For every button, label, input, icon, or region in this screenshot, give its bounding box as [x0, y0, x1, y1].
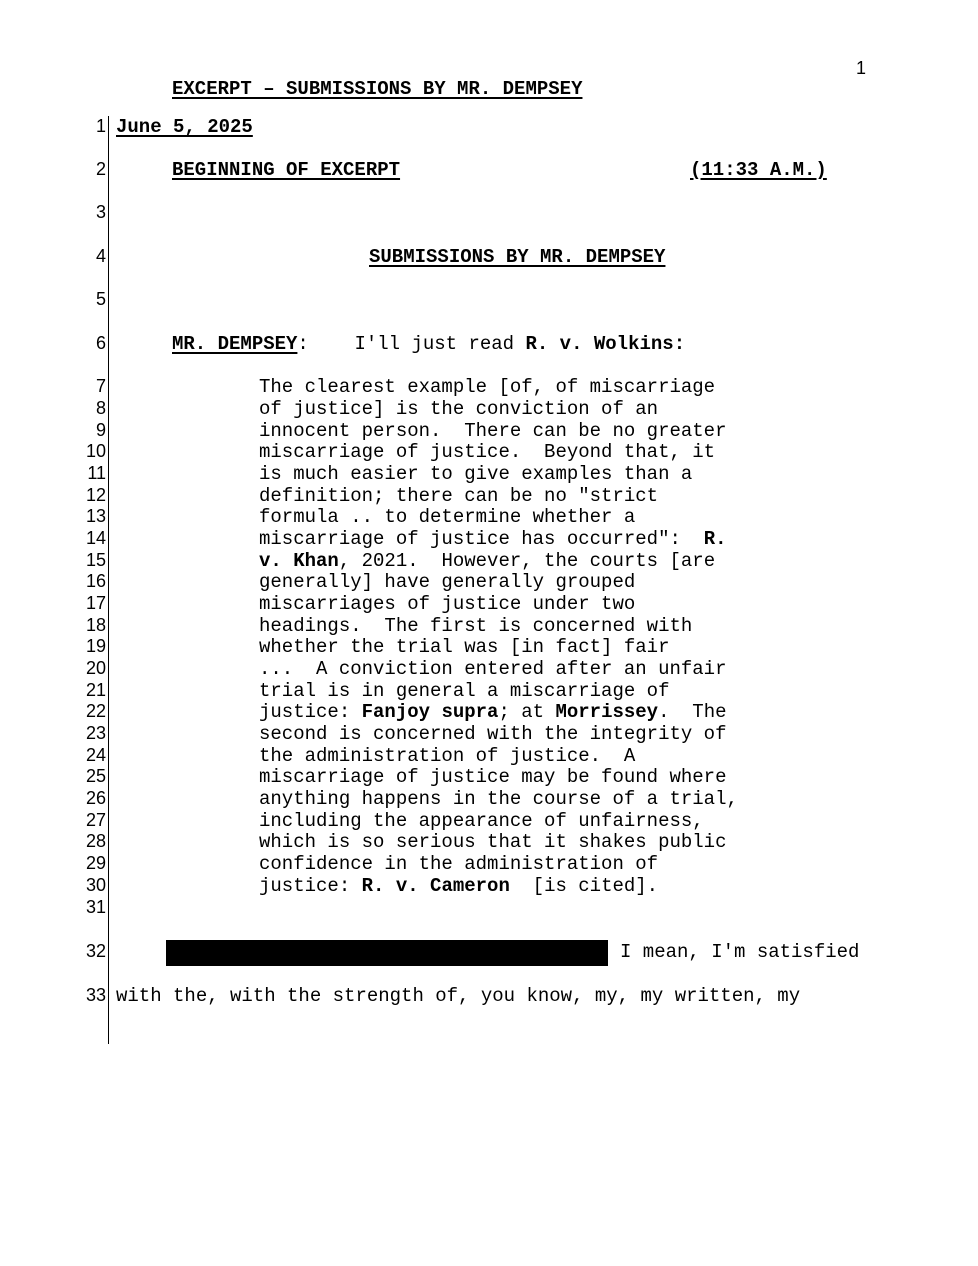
margin-rule [108, 116, 109, 1044]
quote-line: second is concerned with the integrity of [259, 723, 727, 745]
hearing-date: June 5, 2025 [116, 116, 253, 138]
case-citation: Morrissey [555, 701, 659, 723]
quote-line: ... A conviction entered after an unfair [259, 658, 727, 680]
quote-line: The clearest example [of, of miscarriage [259, 376, 716, 398]
quote-text: justice: [259, 875, 362, 897]
quote-line: innocent person. There can be no greater [259, 420, 727, 442]
case-citation: Fanjoy supra [361, 701, 499, 723]
line-number: 19 [85, 636, 106, 656]
line-number: 7 [95, 376, 106, 396]
quote-line [259, 701, 727, 723]
line-number: 20 [85, 658, 106, 678]
quote-line: including the appearance of unfairness, [259, 810, 704, 832]
line-number: 5 [95, 289, 106, 309]
line-number: 16 [85, 571, 106, 591]
line-number: 29 [85, 853, 106, 873]
line-number: 18 [85, 615, 106, 635]
speaker-colon: : [297, 333, 309, 355]
quote-line: headings. The first is concerned with [259, 615, 693, 637]
line-number: 15 [85, 550, 106, 570]
line-number: 21 [85, 680, 106, 700]
line-number: 30 [85, 875, 106, 895]
quote-line: definition; there can be no "strict [259, 485, 659, 507]
quote-text: ; at [498, 701, 556, 723]
quote-line: anything happens in the course of a trial, [259, 788, 738, 810]
quote-line: which is so serious that it shakes public [259, 831, 727, 853]
line-number: 3 [95, 202, 106, 222]
line-number: 14 [85, 528, 106, 548]
case-citation: R. [703, 528, 727, 550]
line-number: 11 [87, 463, 106, 483]
quote-text: miscarriage of justice has occurred": [259, 528, 704, 550]
line-number: 28 [85, 831, 106, 851]
section-heading: SUBMISSIONS BY MR. DEMPSEY [369, 246, 666, 268]
quote-line [259, 550, 715, 572]
redaction-bar [166, 940, 608, 966]
quote-line: generally] have generally grouped [259, 571, 636, 593]
line-number: 8 [95, 398, 106, 418]
line-number: 22 [85, 701, 106, 721]
speaker-intro: I'll just read [354, 333, 526, 355]
line-number: 9 [95, 420, 106, 440]
case-citation: R. v. Wolkins [525, 333, 674, 355]
line-number: 2 [95, 159, 106, 179]
line-number: 1 [95, 116, 106, 136]
case-citation: v. Khan [259, 550, 339, 572]
speaker-spacing [309, 333, 355, 355]
line-number: 26 [85, 788, 106, 808]
line-number: 31 [85, 897, 106, 917]
quote-line: the administration of justice. A [259, 745, 636, 767]
quote-text: [is cited]. [509, 875, 659, 897]
line-number: 33 [85, 985, 106, 1005]
quote-line: is much easier to give examples than a [259, 463, 693, 485]
line-number: 27 [85, 810, 106, 830]
testimony-line: I mean, I'm satisfied [620, 941, 860, 963]
quote-line: whether the trial was [in fact] fair [259, 636, 670, 658]
quote-text: , 2021. However, the courts [are [338, 550, 716, 572]
line-number: 25 [85, 766, 106, 786]
line-number: 4 [95, 246, 106, 266]
line-number: 10 [85, 441, 106, 461]
page-number: 1 [855, 58, 866, 78]
excerpt-start-time: (11:33 A.M.) [690, 159, 827, 181]
case-citation: R. v. Cameron [361, 875, 510, 897]
quote-line: miscarriage of justice. Beyond that, it [259, 441, 716, 463]
line-number: 17 [85, 593, 106, 613]
quote-text: justice: [259, 701, 362, 723]
testimony-line: with the, with the strength of, you know, my, my written, my [116, 985, 801, 1007]
speaker-line [172, 333, 685, 355]
document-title: EXCERPT – SUBMISSIONS BY MR. DEMPSEY [172, 78, 583, 100]
line-number: 24 [85, 745, 106, 765]
quote-line: trial is in general a miscarriage of [259, 680, 670, 702]
speaker-end: : [673, 333, 686, 355]
line-number: 32 [85, 941, 106, 961]
quote-line: formula .. to determine whether a [259, 506, 636, 528]
line-number: 13 [85, 506, 106, 526]
beginning-of-excerpt: BEGINNING OF EXCERPT [172, 159, 401, 181]
quote-line: miscarriages of justice under two [259, 593, 636, 615]
line-number: 12 [85, 485, 106, 505]
speaker-name: MR. DEMPSEY [172, 333, 298, 355]
quote-line: miscarriage of justice may be found where [259, 766, 727, 788]
quote-text: . The [658, 701, 727, 723]
quote-line: of justice] is the conviction of an [259, 398, 659, 420]
line-number: 23 [85, 723, 106, 743]
quote-line [259, 528, 727, 550]
line-number: 6 [95, 333, 106, 353]
quote-line: confidence in the administration of [259, 853, 659, 875]
quote-line [259, 875, 658, 897]
